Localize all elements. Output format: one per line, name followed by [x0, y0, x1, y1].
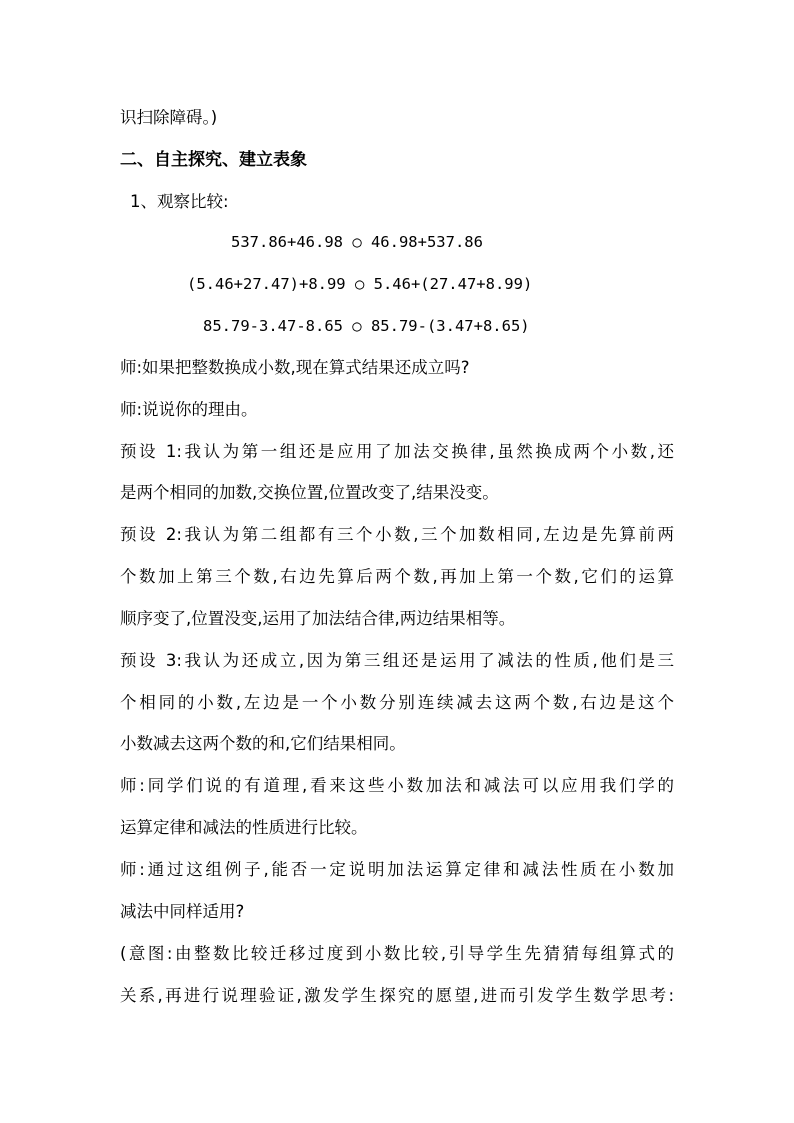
preset-3-line-2: 个相同的小数,左边是一个小数分别连续减去这两个数,右边是这个	[120, 693, 674, 712]
teacher-question-3-line-2: 减法中同样适用?	[120, 902, 245, 921]
preset-3-line-3: 小数减去这两个数的和,它们结果相同。	[120, 734, 406, 753]
preset-2-line-3: 顺序变了,位置没变,运用了加法结合律,两边结果相等。	[120, 609, 516, 628]
preset-1-line-1: 预设 1:我认为第一组还是应用了加法交换律,虽然换成两个小数,还	[120, 442, 674, 461]
intro-tail-text: 识扫除障碍。)	[120, 108, 218, 127]
formula-associative: (5.46+27.47)+8.99 ○ 5.46+(27.47+8.99)	[187, 275, 533, 293]
preset-2-line-1: 预设 2:我认为第二组都有三个小数,三个加数相同,左边是先算前两	[120, 525, 674, 544]
formula-commutative: 537.86+46.98 ○ 46.98+537.86	[231, 233, 483, 251]
teacher-question-2: 师:说说你的理由。	[120, 400, 258, 419]
step-label: 1、观察比较:	[130, 192, 229, 211]
intent-line-1: (意图:由整数比较迁移过度到小数比较,引导学生先猜猜每组算式的	[120, 944, 674, 963]
preset-3-line-1: 预设 3:我认为还成立,因为第三组还是运用了减法的性质,他们是三	[120, 651, 674, 670]
formula-subtraction: 85.79-3.47-8.65 ○ 85.79-(3.47+8.65)	[203, 317, 530, 335]
teacher-question-3-line-1: 师:通过这组例子,能否一定说明加法运算定律和减法性质在小数加	[120, 860, 674, 879]
intent-line-2: 关系,再进行说理验证,激发学生探究的愿望,进而引发学生数学思考:	[120, 986, 674, 1005]
preset-2-line-2: 个数加上第三个数,右边先算后两个数,再加上第一个数,它们的运算	[120, 567, 674, 586]
teacher-comment-line-1: 师:同学们说的有道理,看来这些小数加法和减法可以应用我们学的	[120, 776, 674, 795]
teacher-comment-line-2: 运算定律和减法的性质进行比较。	[120, 818, 368, 837]
preset-1-line-2: 是两个相同的加数,交换位置,位置改变了,结果没变。	[120, 483, 499, 502]
section-heading: 二、自主探究、建立表象	[120, 150, 307, 170]
teacher-question-1: 师:如果把整数换成小数,现在算式结果还成立吗?	[120, 358, 470, 377]
